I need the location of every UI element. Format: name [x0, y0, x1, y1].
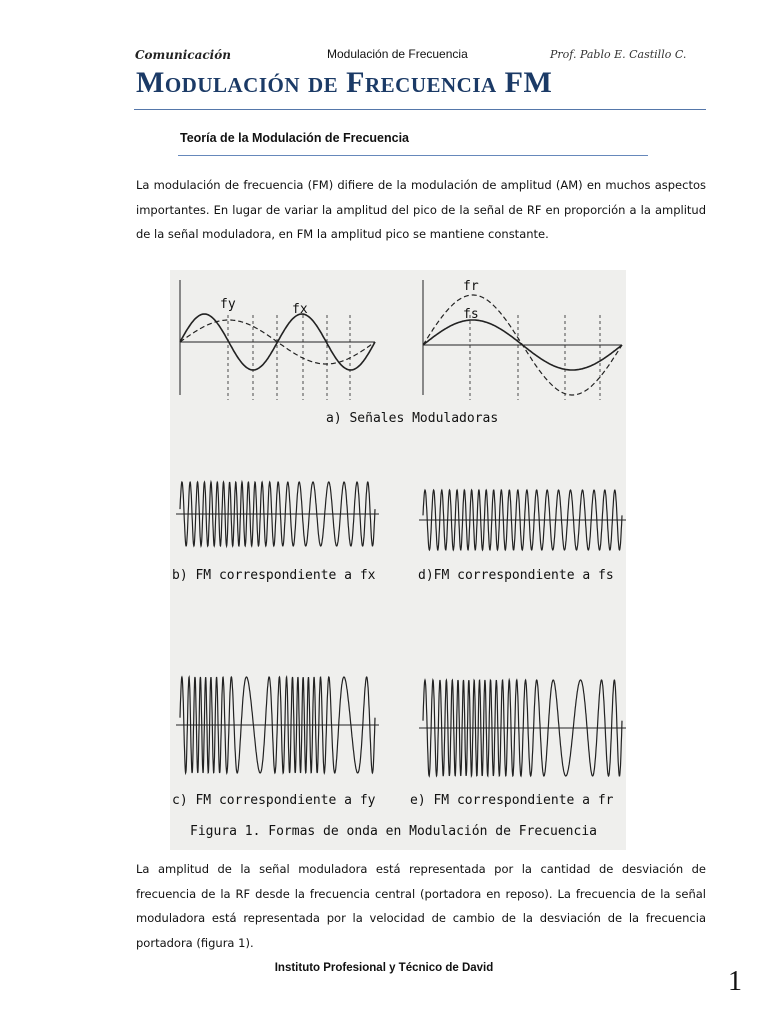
- page-number: 1: [728, 966, 742, 997]
- fm-fs-waveform: [419, 490, 626, 550]
- fm-fr-waveform: [419, 680, 626, 776]
- figure-caption: Figura 1. Formas de onda en Modulación de Frecuencia: [190, 824, 597, 839]
- page-title: Modulación de Frecuencia FM: [136, 66, 553, 99]
- title-divider: [134, 109, 706, 110]
- fm-fx-waveform: [176, 482, 379, 546]
- header-topic: Modulación de Frecuencia: [327, 47, 468, 61]
- modulating-signals-left-panel: [180, 280, 375, 400]
- intro-paragraph: La modulación de frecuencia (FM) difiere de la modulación de amplitud (AM) en muchos aspectos importantes. En lugar de variar la amplitud del pico de la señal de RF en proporción a la amplitud de la señal moduladora, en FM la amplitud pico se mantiene constante.: [136, 178, 706, 241]
- caption-b: b) FM correspondiente a fx: [172, 568, 376, 583]
- section-heading: Teoría de la Modulación de Frecuencia: [180, 131, 409, 145]
- caption-c: c) FM correspondiente a fy: [172, 793, 376, 808]
- header-author: Prof. Pablo E. Castillo C.: [550, 48, 687, 61]
- fr-label: fr: [463, 279, 479, 294]
- section-divider: [178, 155, 648, 156]
- fy-label: fy: [220, 297, 236, 312]
- footer-institution: Instituto Profesional y Técnico de David: [274, 962, 494, 974]
- caption-a: a) Señales Moduladoras: [326, 411, 499, 426]
- fs-label: fs: [463, 307, 479, 322]
- fx-label: fx: [292, 302, 308, 317]
- fm-fy-waveform: [176, 677, 379, 773]
- caption-e: e) FM correspondiente a fr: [410, 793, 614, 808]
- fm-waveforms-figure: [170, 270, 626, 850]
- caption-d: d)FM correspondiente a fs: [418, 568, 614, 583]
- header-subject: Comunicación: [135, 48, 231, 62]
- explanation-paragraph: La amplitud de la señal moduladora está representada por la cantidad de desviación de frecuencia de la RF desde la frecuencia central (portadora en reposo). La frecuencia de la señal moduladora está representada por la velocidad de cambio de la desviación de la frecuencia portadora (figura 1).: [136, 862, 706, 950]
- modulating-signals-right-panel: [423, 280, 622, 400]
